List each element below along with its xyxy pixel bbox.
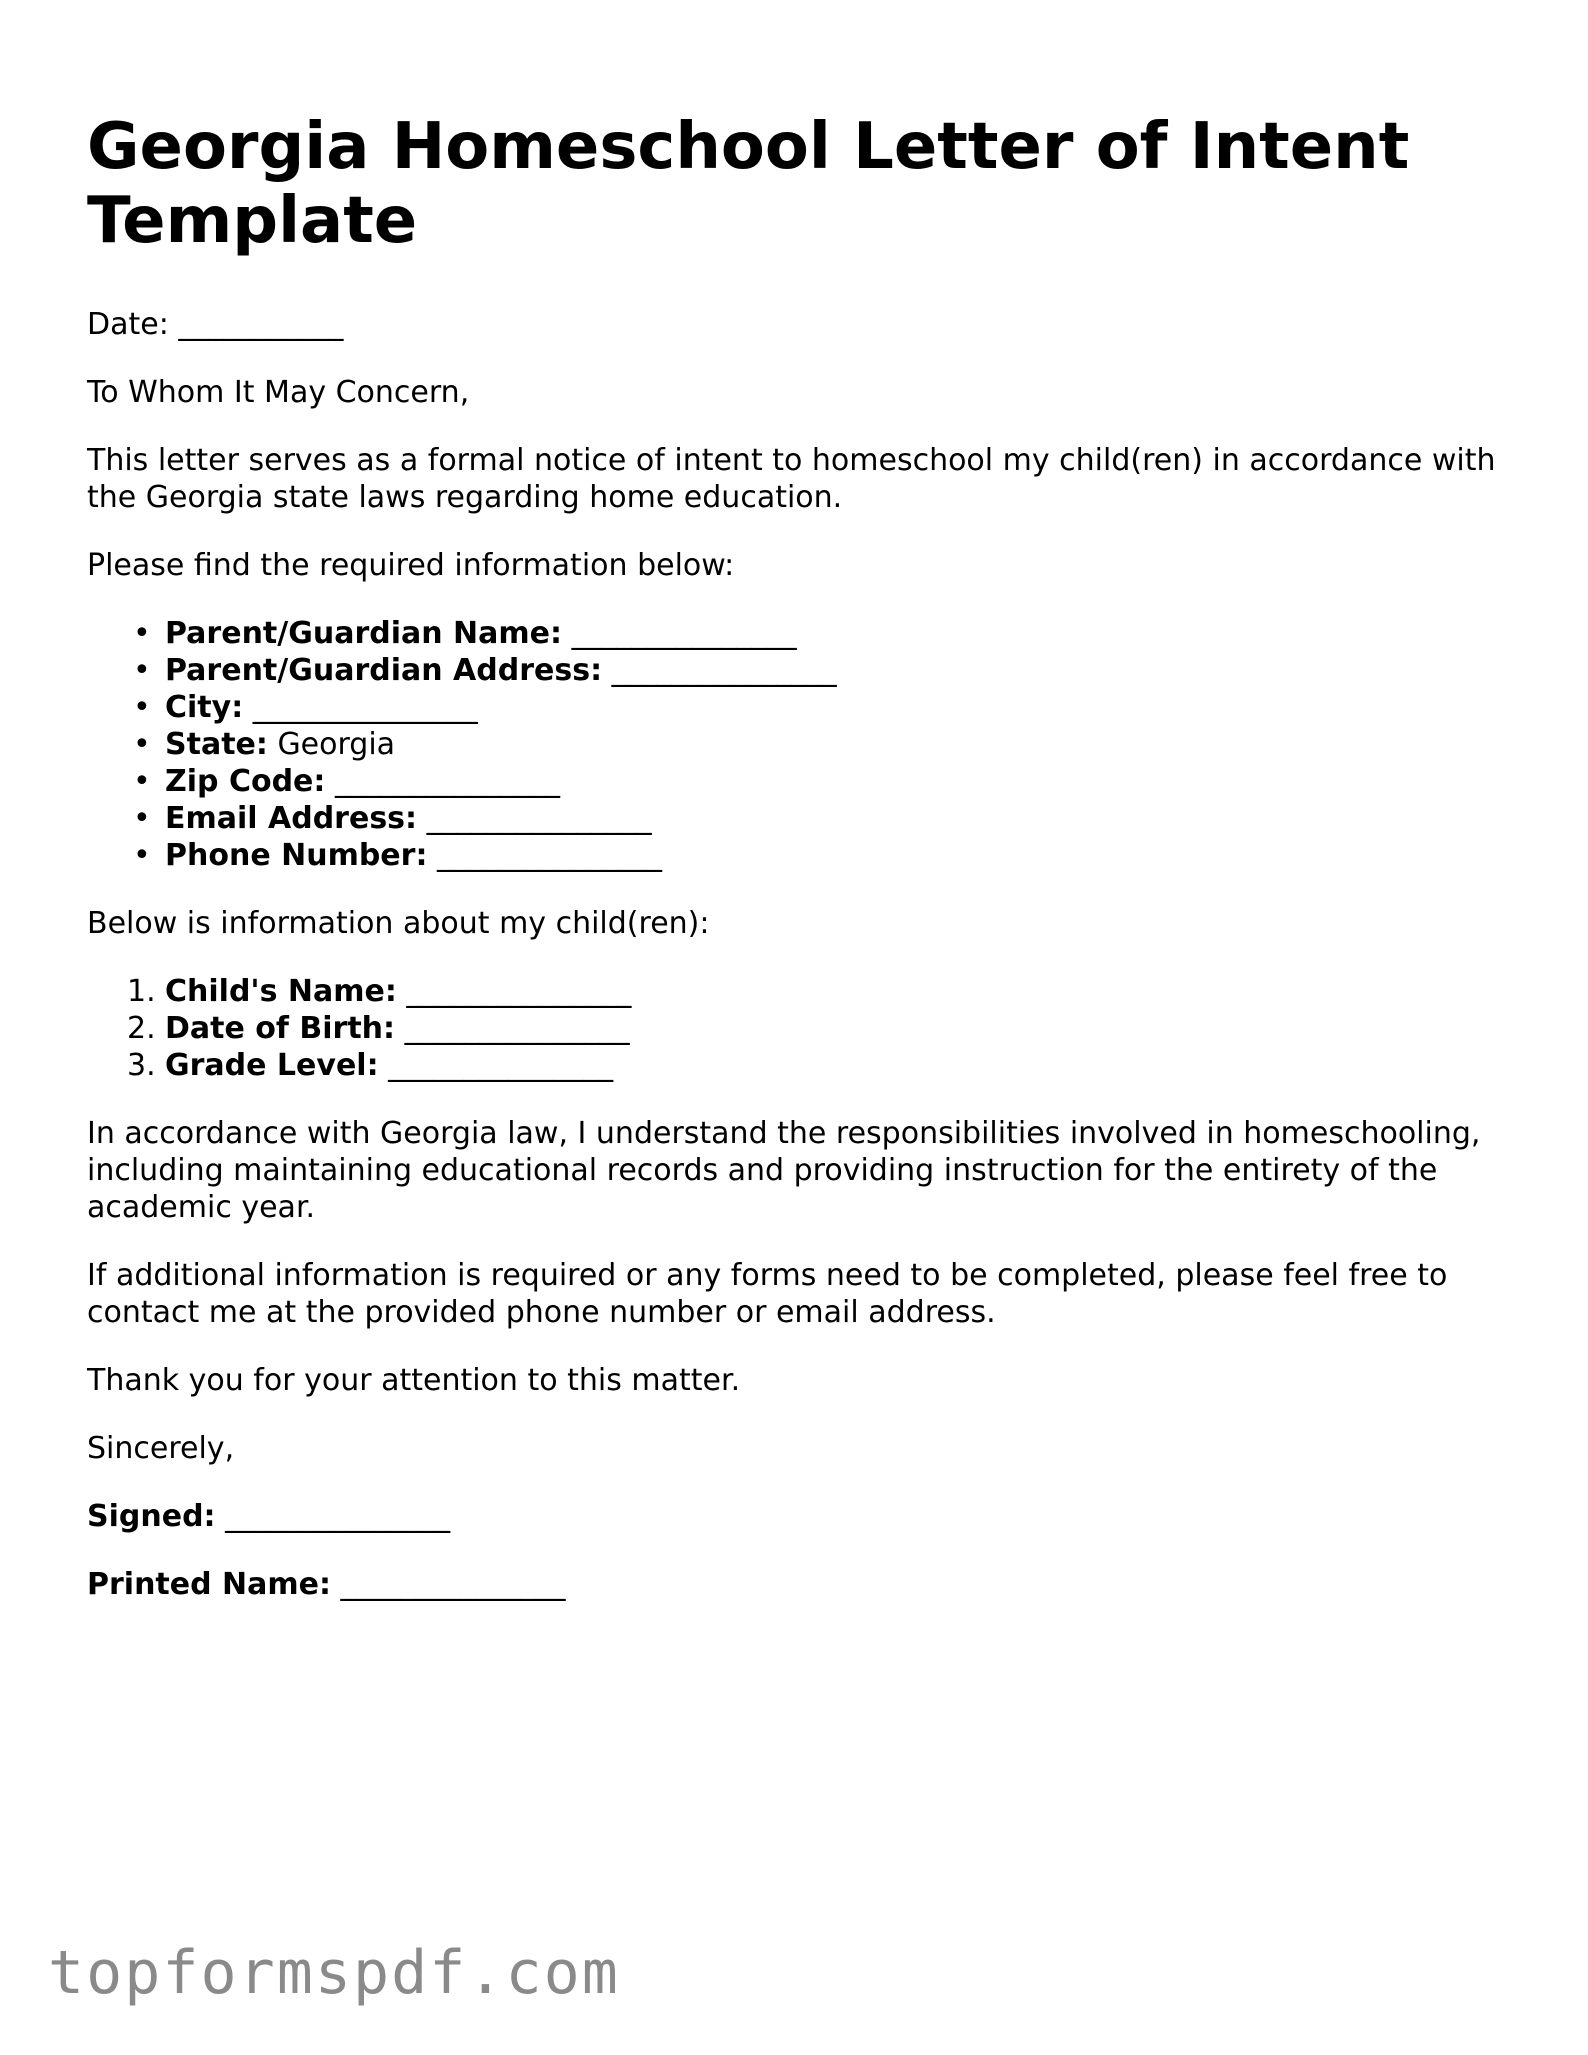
field-label: Parent/Guardian Address: — [165, 653, 603, 688]
letter-page — [87, 110, 1507, 1603]
child-intro-text: Below is information about my child(ren): — [87, 906, 710, 941]
field-label: City: — [165, 690, 244, 725]
field-value: _______________ — [388, 1048, 614, 1083]
field-label: Zip Code: — [165, 764, 326, 799]
list-item-state — [87, 726, 1507, 763]
signed-blank: _______________ — [225, 1499, 451, 1534]
thanks-text: Thank you for your attention to this matter. — [87, 1363, 741, 1398]
law-paragraph: In accordance with Georgia law, I understand the responsibilities involved in homeschooling, including maintaining educational records and providing instruction for the entirety of the academic year. — [87, 1116, 1481, 1225]
field-label: Phone Number: — [165, 838, 428, 873]
list-item-city — [87, 689, 1507, 726]
date-line — [87, 306, 1507, 343]
list-number: 2. — [127, 1011, 156, 1046]
parent-info-list — [87, 615, 1507, 874]
bullet-icon: • — [133, 616, 151, 651]
field-label: Grade Level: — [165, 1048, 379, 1083]
field-value: _______________ — [404, 1011, 630, 1046]
printed-name-line — [87, 1566, 1507, 1603]
list-number: 1. — [127, 974, 156, 1009]
date-label: Date: — [87, 307, 169, 342]
date-blank: ___________ — [178, 307, 344, 342]
please-find-text: Please find the required information below: — [87, 548, 735, 583]
field-label: State: — [165, 727, 268, 762]
list-item-parent-name — [87, 615, 1507, 652]
bullet-icon: • — [133, 838, 151, 873]
field-value: _______________ — [252, 690, 478, 725]
list-item-grade-level — [87, 1047, 1507, 1084]
printed-name-blank: _______________ — [340, 1567, 566, 1602]
additional-info-paragraph: If additional information is required or any forms need to be completed, please feel free to contact me at the provided phone number or email address. — [87, 1258, 1448, 1330]
signed-label: Signed: — [87, 1499, 216, 1534]
field-label: Email Address: — [165, 801, 418, 836]
list-item-phone — [87, 837, 1507, 874]
bullet-icon: • — [133, 727, 151, 762]
list-number: 3. — [127, 1048, 156, 1083]
field-label: Date of Birth: — [165, 1011, 396, 1046]
field-value: _______________ — [571, 616, 797, 651]
salutation: To Whom It May Concern, — [87, 375, 470, 410]
field-value: Georgia — [277, 727, 396, 762]
field-value: _______________ — [426, 801, 652, 836]
list-item-email — [87, 800, 1507, 837]
list-item-parent-address — [87, 652, 1507, 689]
intro-paragraph: This letter serves as a formal notice of intent to homeschool my child(ren) in accordance with the Georgia state laws regarding home education. — [87, 443, 1496, 515]
child-info-list — [87, 973, 1507, 1084]
printed-name-label: Printed Name: — [87, 1567, 331, 1602]
field-value: _______________ — [611, 653, 837, 688]
field-value: _______________ — [437, 838, 662, 873]
field-label: Parent/Guardian Name: — [165, 616, 563, 651]
list-item-zip-code — [87, 763, 1507, 800]
bullet-icon: • — [133, 690, 151, 725]
field-label: Child's Name: — [165, 974, 397, 1009]
closing-text: Sincerely, — [87, 1431, 235, 1466]
watermark: topformspdf.com — [48, 1938, 620, 2008]
field-value: _______________ — [406, 974, 632, 1009]
bullet-icon: • — [133, 653, 151, 688]
signed-line — [87, 1498, 1507, 1535]
list-item-date-of-birth — [87, 1010, 1507, 1047]
list-item-child-name — [87, 973, 1507, 1010]
bullet-icon: • — [133, 801, 151, 836]
bullet-icon: • — [133, 764, 151, 799]
page-title: Georgia Homeschool Letter of Intent Template — [87, 110, 1410, 258]
field-value: _______________ — [334, 764, 560, 799]
